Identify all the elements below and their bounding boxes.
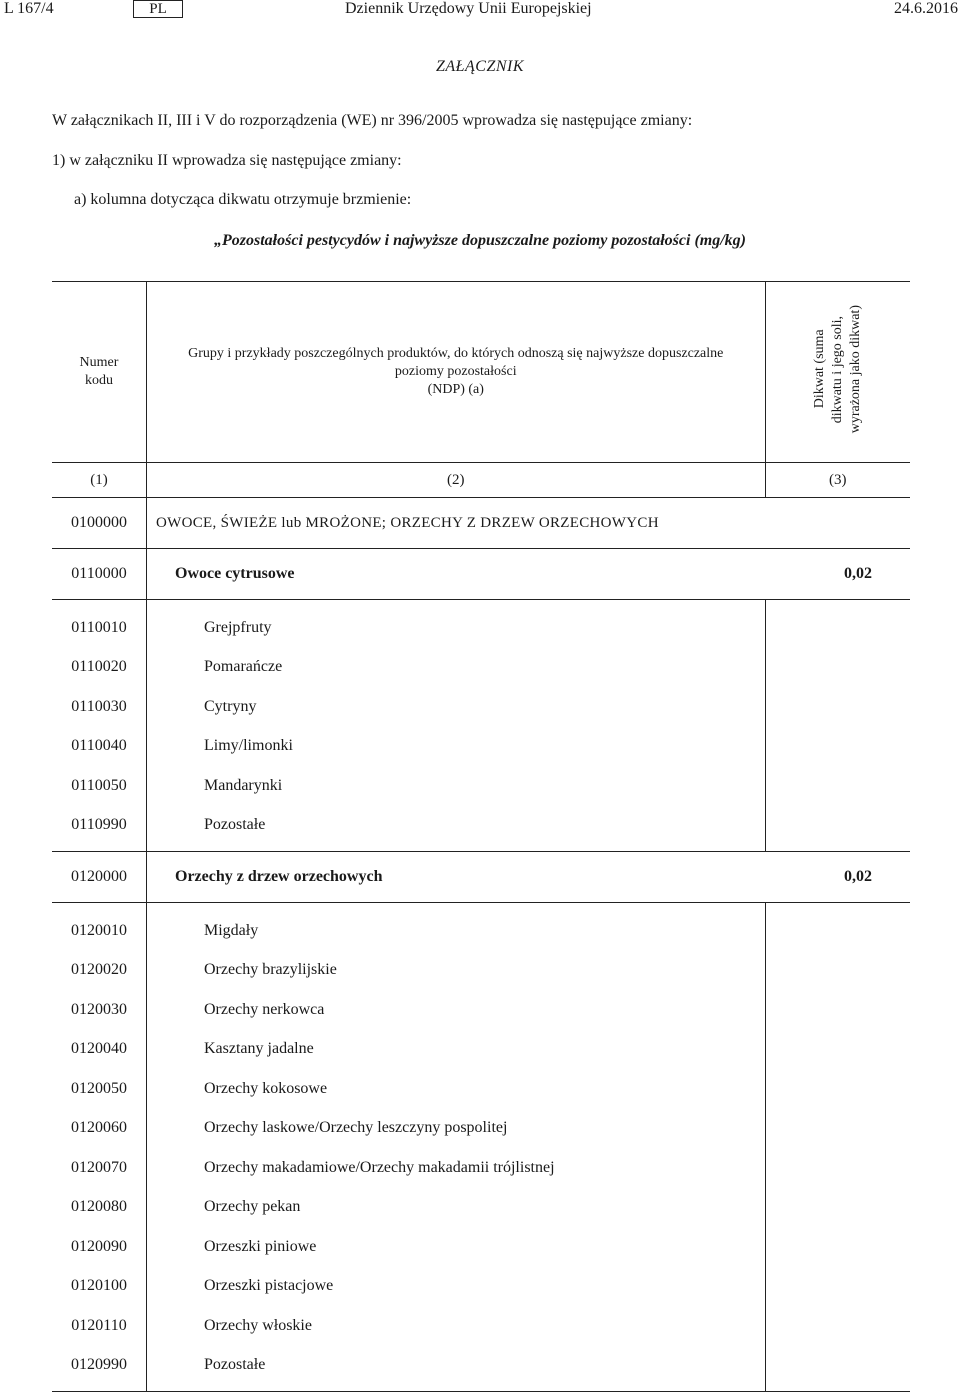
product-mrl-cell	[765, 806, 910, 852]
product-label: Orzeszki pistacjowe	[204, 1277, 334, 1295]
residue-table	[52, 281, 910, 1392]
product-mrl-cell	[765, 1109, 910, 1149]
product-mrl-cell	[765, 1227, 910, 1267]
product-label: Mandarynki	[204, 776, 283, 794]
product-code: 0120040	[52, 1030, 147, 1070]
product-mrl-cell	[765, 648, 910, 688]
product-code: 0120010	[52, 903, 147, 951]
product-code: 0110030	[52, 687, 147, 727]
product-mrl-cell	[765, 1148, 910, 1188]
product-mrl-cell	[765, 951, 910, 991]
product-code: 0120060	[52, 1109, 147, 1149]
product-row	[52, 727, 910, 767]
product-label: Kasztany jadalne	[204, 1040, 314, 1058]
product-row	[52, 1030, 910, 1070]
product-row	[52, 990, 910, 1030]
product-label: Pozostałe	[147, 1346, 766, 1392]
product-mrl-cell	[765, 766, 910, 806]
product-row	[52, 1267, 910, 1307]
language-badge: PL	[133, 0, 183, 18]
product-code: 0120070	[52, 1148, 147, 1188]
product-mrl-cell	[765, 1306, 910, 1346]
product-label: Orzechy laskowe/Orzechy leszczyny pospolitej	[204, 1119, 508, 1137]
product-label: Orzechy pekan	[204, 1198, 301, 1216]
product-code: 0110010	[52, 600, 147, 648]
product-row	[52, 1148, 910, 1188]
product-mrl-cell	[765, 600, 910, 648]
product-label: Orzechy nerkowca	[204, 1000, 325, 1018]
product-row	[52, 1109, 910, 1149]
product-mrl-cell	[765, 1069, 910, 1109]
product-code: 0120030	[52, 990, 147, 1030]
product-label: Orzechy włoskie	[204, 1316, 312, 1334]
product-code: 0110040	[52, 727, 147, 767]
page-header	[0, 0, 960, 22]
product-label: Orzechy kokosowe	[204, 1079, 328, 1097]
product-code: 0120050	[52, 1069, 147, 1109]
product-code: 0110020	[52, 648, 147, 688]
product-code: 0120020	[52, 951, 147, 991]
product-mrl-cell	[765, 903, 910, 951]
category-mrl-value: 0,02	[765, 549, 910, 600]
group-code: 0100000	[52, 498, 147, 549]
column-number-row	[52, 463, 910, 498]
product-mrl-cell	[765, 1346, 910, 1392]
product-row	[52, 903, 910, 951]
group-row	[52, 498, 910, 549]
column-number: (3)	[765, 463, 910, 498]
product-code: 0120090	[52, 1227, 147, 1267]
product-code: 0110050	[52, 766, 147, 806]
table-header-row	[52, 282, 910, 463]
product-mrl-cell	[765, 990, 910, 1030]
product-label: Migdały	[204, 921, 259, 939]
category-mrl-value: 0,02	[765, 852, 910, 903]
category-label: Orzechy z drzew orzechowych	[147, 852, 766, 903]
product-row	[52, 648, 910, 688]
table-title: „Pozostałości pestycydów i najwyższe dopuszczalne poziomy pozostałości (mg/kg)	[214, 232, 746, 249]
product-code: 0120110	[52, 1306, 147, 1346]
group-label: OWOCE, ŚWIEŻE lub MROŻONE; ORZECHY Z DRZEW ORZECHOWYCH	[147, 498, 911, 549]
product-row	[52, 1346, 910, 1392]
column-number: (2)	[147, 463, 766, 498]
header-diquat: Dikwat (suma dikwatu i jego soli, wyrażona jako dikwat)	[765, 282, 910, 463]
table-body	[52, 498, 910, 1392]
product-label: Grejpfruty	[204, 618, 272, 636]
header-groups: Grupy i przykłady poszczególnych produktów, do których odnoszą się najwyższe dopuszczalne poziomy pozostałości (NDP) (a)	[147, 282, 766, 463]
product-code: 0120100	[52, 1267, 147, 1307]
product-row	[52, 766, 910, 806]
product-code: 0110990	[52, 806, 147, 852]
product-label: Cytryny	[204, 697, 257, 715]
product-row	[52, 951, 910, 991]
product-row	[52, 1188, 910, 1228]
product-label: Limy/limonki	[204, 737, 293, 755]
journal-title: Dziennik Urzędowy Unii Europejskiej	[345, 0, 592, 17]
category-code: 0120000	[52, 852, 147, 903]
product-label: Orzechy makadamiowe/Orzechy makadamii trójlistnej	[204, 1158, 555, 1176]
category-label: Owoce cytrusowe	[147, 549, 766, 600]
product-mrl-cell	[765, 727, 910, 767]
publication-date: 24.6.2016	[894, 0, 958, 17]
page-reference: L 167/4	[4, 0, 54, 17]
category-code: 0110000	[52, 549, 147, 600]
product-row	[52, 600, 910, 648]
product-label: Orzechy brazylijskie	[204, 961, 337, 979]
category-row	[52, 852, 910, 903]
product-mrl-cell	[765, 687, 910, 727]
product-mrl-cell	[765, 1267, 910, 1307]
product-label: Orzeszki piniowe	[204, 1237, 317, 1255]
intro-paragraph: W załącznikach II, III i V do rozporządzenia (WE) nr 396/2005 wprowadza się następujące zmiany:	[52, 112, 693, 129]
product-row	[52, 1306, 910, 1346]
product-row	[52, 806, 910, 852]
product-code: 0120990	[52, 1346, 147, 1392]
product-mrl-cell	[765, 1030, 910, 1070]
item-1a: a) kolumna dotycząca dikwatu otrzymuje brzmienie:	[74, 191, 412, 208]
item-1: 1) w załączniku II wprowadza się następujące zmiany:	[52, 152, 402, 169]
product-row	[52, 687, 910, 727]
product-label: Pozostałe	[147, 806, 766, 852]
header-code: Numer kodu	[52, 282, 147, 463]
annex-title: ZAŁĄCZNIK	[435, 58, 525, 75]
column-number: (1)	[52, 463, 147, 498]
product-code: 0120080	[52, 1188, 147, 1228]
category-row	[52, 549, 910, 600]
product-row	[52, 1227, 910, 1267]
product-mrl-cell	[765, 1188, 910, 1228]
product-row	[52, 1069, 910, 1109]
product-label: Pomarańcze	[204, 658, 283, 676]
